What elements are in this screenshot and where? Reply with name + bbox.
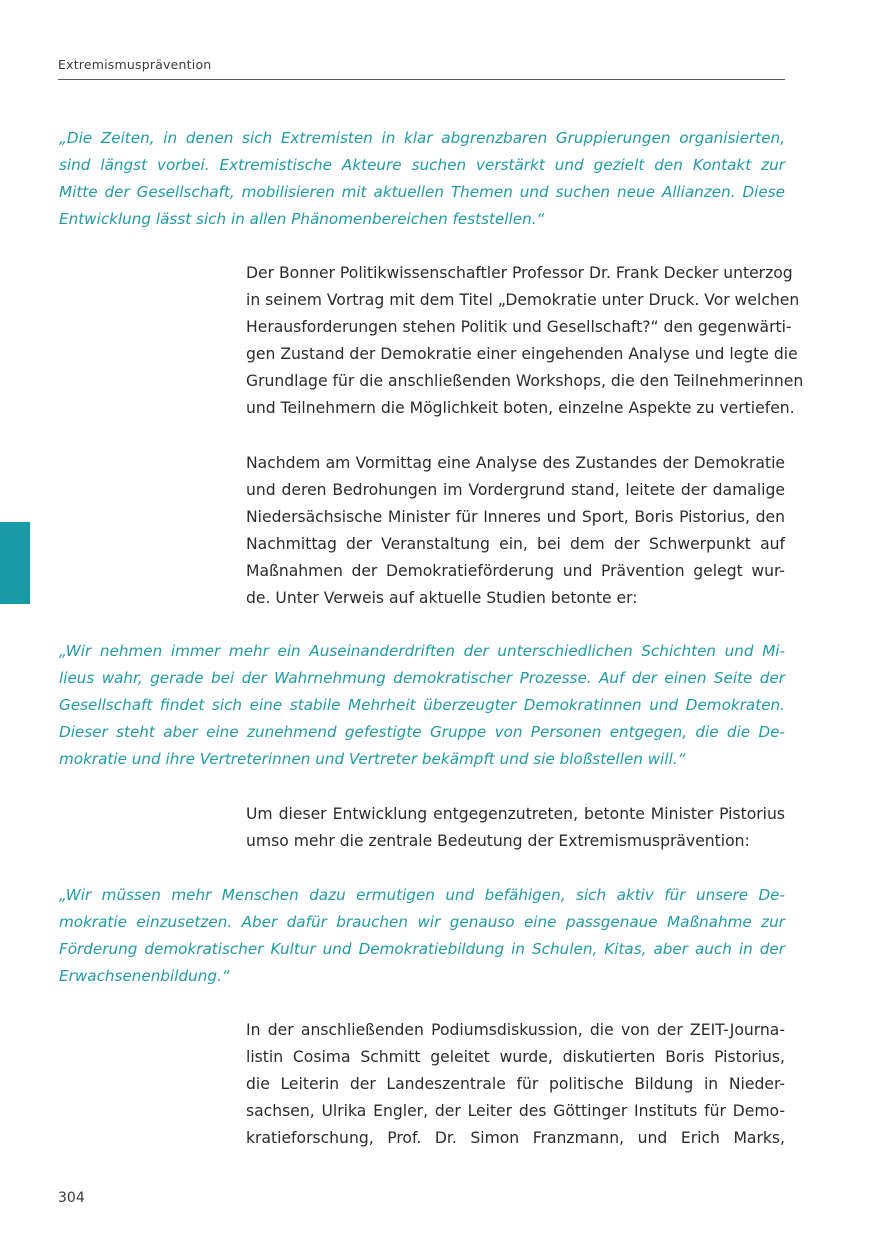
- quote-line: Entwicklung lässt sich in allen Phänomenbereichen feststellen.“: [59, 210, 545, 228]
- paragraph-line: Maßnahmen der Demokratieförderung und Prävention gelegt wur-: [246, 562, 785, 580]
- running-head: Extremismusprävention: [58, 57, 212, 72]
- paragraph-line: In der anschließenden Podiumsdiskussion, die von der ZEIT-Journa-: [246, 1021, 785, 1039]
- quote-line: sind längst vorbei. Extremistische Akteure suchen verstärkt und gezielt den Kontakt zur: [59, 156, 785, 174]
- paragraph-line: Um dieser Entwicklung entgegenzutreten, betonte Minister Pistorius: [246, 805, 785, 823]
- page-number: 304: [58, 1190, 85, 1206]
- quote-line: Mitte der Gesellschaft, mobilisieren mit aktuellen Themen und suchen neue Allianzen. Diese: [59, 183, 785, 201]
- paragraph-line: gen Zustand der Demokratie einer eingehenden Analyse und legte die: [246, 345, 798, 363]
- paragraph-line: Grundlage für die anschließenden Workshops, die den Teilnehmerinnen: [246, 372, 804, 390]
- paragraph-line: Nachmittag der Veranstaltung ein, bei dem der Schwerpunkt auf: [246, 535, 785, 553]
- quote-line: mokratie einzusetzen. Aber dafür brauchen wir genauso eine passgenaue Maßnahme zur: [59, 913, 785, 931]
- quote-line: „Wir müssen mehr Menschen dazu ermutigen und befähigen, sich aktiv für unsere De-: [59, 886, 785, 904]
- chapter-side-tab: [0, 522, 30, 604]
- paragraph-line: und deren Bedrohungen im Vordergrund stand, leitete der damalige: [246, 481, 785, 499]
- quote-line: lieus wahr, gerade bei der Wahrnehmung demokratischer Prozesse. Auf der einen Seite der: [59, 669, 785, 687]
- quote-line: Dieser steht aber eine zunehmend gefestigte Gruppe von Personen entgegen, die die De-: [59, 723, 785, 741]
- quote-line: „Die Zeiten, in denen sich Extremisten in klar abgrenzbaren Gruppierungen organisierten,: [59, 129, 785, 147]
- paragraph-pistorius-intro: [246, 450, 785, 612]
- header-rule: [58, 79, 785, 80]
- quote-extremist-groups: [59, 125, 785, 233]
- quote-line: Gesellschaft findet sich eine stabile Mehrheit überzeugter Demokratinnen und Demokraten.: [59, 696, 785, 714]
- paragraph-panel-discussion: [246, 1017, 785, 1152]
- quote-line: „Wir nehmen immer mehr ein Auseinanderdriften der unterschiedlichen Schichten und Mi-: [59, 642, 785, 660]
- quote-empower-people: [59, 882, 785, 990]
- paragraph-line: umso mehr die zentrale Bedeutung der Extremismusprävention:: [246, 832, 750, 850]
- paragraph-decker-lecture: [246, 260, 804, 422]
- paragraph-line: Der Bonner Politikwissenschaftler Professor Dr. Frank Decker unterzog: [246, 264, 793, 282]
- paragraph-line: Nachdem am Vormittag eine Analyse des Zustandes der Demokratie: [246, 454, 785, 472]
- quote-line: mokratie und ihre Vertreterinnen und Vertreter bekämpft und sie bloßstellen will.“: [59, 750, 686, 768]
- quote-line: Förderung demokratischer Kultur und Demokratiebildung in Schulen, Kitas, aber auch in der: [59, 940, 785, 958]
- paragraph-line: in seinem Vortrag mit dem Titel „Demokratie unter Druck. Vor welchen: [246, 291, 800, 309]
- paragraph-line: kratieforschung, Prof. Dr. Simon Franzmann, und Erich Marks,: [246, 1129, 785, 1147]
- paragraph-prevention-importance: [246, 801, 785, 855]
- paragraph-line: de. Unter Verweis auf aktuelle Studien betonte er:: [246, 589, 638, 607]
- paragraph-line: die Leiterin der Landeszentrale für politische Bildung in Nieder-: [246, 1075, 785, 1093]
- quote-line: Erwachsenenbildung.“: [59, 967, 230, 985]
- quote-society-divide: [59, 638, 785, 773]
- paragraph-line: sachsen, Ulrika Engler, der Leiter des Göttinger Instituts für Demo-: [246, 1102, 785, 1120]
- paragraph-line: Herausforderungen stehen Politik und Gesellschaft?“ den gegenwärti-: [246, 318, 792, 336]
- paragraph-line: und Teilnehmern die Möglichkeit boten, einzelne Aspekte zu vertiefen.: [246, 399, 795, 417]
- paragraph-line: listin Cosima Schmitt geleitet wurde, diskutierten Boris Pistorius,: [246, 1048, 785, 1066]
- paragraph-line: Niedersächsische Minister für Inneres und Sport, Boris Pistorius, den: [246, 508, 785, 526]
